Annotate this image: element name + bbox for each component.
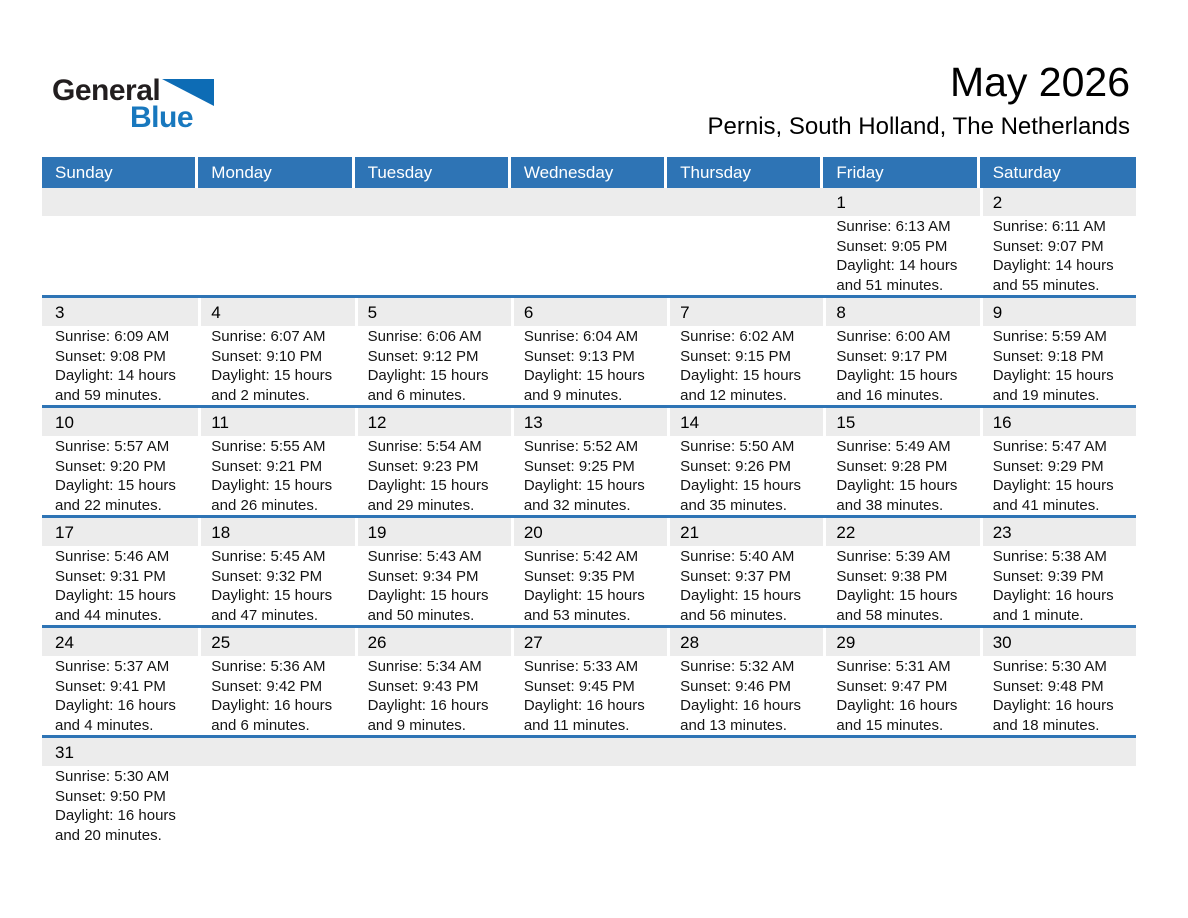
logo-text-general: General — [52, 74, 161, 107]
empty-day-info — [42, 216, 198, 217]
sunrise-text: Sunrise: 5:37 AM — [55, 658, 170, 675]
week-row-5 — [42, 625, 1136, 735]
day-info — [355, 656, 511, 735]
week-row-6 — [42, 735, 1136, 845]
empty-day-info — [511, 766, 667, 767]
daylight-text: Daylight: 15 hours and 19 minutes. — [992, 367, 1114, 404]
daylight-text: Daylight: 15 hours and 9 minutes. — [523, 367, 645, 404]
day-cell-12 — [355, 408, 511, 515]
daylight-text: Daylight: 16 hours and 6 minutes. — [211, 697, 333, 734]
daylight-text: Daylight: 15 hours and 16 minutes. — [836, 367, 958, 404]
sunset-text: Sunset: 9:29 PM — [992, 457, 1104, 475]
empty-day-info — [511, 216, 667, 217]
daylight-text: Daylight: 15 hours and 32 minutes. — [523, 477, 645, 514]
day-cell-24 — [42, 628, 198, 735]
empty-day-band — [42, 188, 198, 216]
sunrise-text: Sunrise: 6:13 AM — [836, 218, 951, 235]
day-info — [511, 656, 667, 735]
day-number: 22 — [823, 518, 979, 546]
sunset-text: Sunset: 9:23 PM — [367, 457, 479, 475]
sunrise-text: Sunrise: 5:55 AM — [211, 438, 326, 455]
day-number: 31 — [42, 738, 198, 766]
sunset-text: Sunset: 9:42 PM — [211, 677, 323, 695]
sunset-text: Sunset: 9:17 PM — [836, 347, 948, 365]
sunrise-text: Sunrise: 5:43 AM — [367, 548, 482, 565]
daylight-text: Daylight: 15 hours and 6 minutes. — [367, 367, 489, 404]
empty-day-info — [198, 216, 354, 217]
sunset-text: Sunset: 9:13 PM — [523, 347, 635, 365]
sunset-text: Sunset: 9:43 PM — [367, 677, 479, 695]
daylight-text: Daylight: 16 hours and 15 minutes. — [836, 697, 958, 734]
empty-day-cell — [42, 188, 198, 295]
day-cell-17 — [42, 518, 198, 625]
weekday-header-row — [42, 157, 1136, 188]
calendar-table — [42, 157, 1136, 845]
sunset-text: Sunset: 9:38 PM — [836, 567, 948, 585]
sunset-text: Sunset: 9:26 PM — [680, 457, 792, 475]
daylight-text: Daylight: 16 hours and 4 minutes. — [55, 697, 176, 734]
sunrise-text: Sunrise: 5:46 AM — [55, 548, 170, 565]
sunrise-text: Sunrise: 6:00 AM — [836, 328, 951, 345]
empty-day-info — [355, 766, 511, 767]
empty-day-cell — [511, 738, 667, 845]
daylight-text: Daylight: 15 hours and 47 minutes. — [211, 587, 333, 624]
day-cell-1 — [823, 188, 979, 295]
day-number: 24 — [42, 628, 198, 656]
day-info — [667, 436, 823, 515]
day-cell-16 — [980, 408, 1136, 515]
day-cell-2 — [980, 188, 1136, 295]
sunrise-text: Sunrise: 6:09 AM — [55, 328, 170, 345]
daylight-text: Daylight: 14 hours and 51 minutes. — [836, 257, 958, 294]
calendar-weeks — [42, 188, 1136, 845]
sunset-text: Sunset: 9:21 PM — [211, 457, 323, 475]
daylight-text: Daylight: 15 hours and 22 minutes. — [55, 477, 176, 514]
sunset-text: Sunset: 9:34 PM — [367, 567, 479, 585]
sunset-text: Sunset: 9:05 PM — [836, 237, 948, 255]
weekday-header-sunday: Sunday — [42, 157, 198, 188]
day-cell-3 — [42, 298, 198, 405]
sunset-text: Sunset: 9:35 PM — [523, 567, 635, 585]
day-info — [511, 436, 667, 515]
weekday-header-wednesday: Wednesday — [511, 157, 667, 188]
day-number: 13 — [511, 408, 667, 436]
day-cell-22 — [823, 518, 979, 625]
title-block — [708, 58, 1130, 142]
day-number: 16 — [980, 408, 1136, 436]
day-number: 17 — [42, 518, 198, 546]
day-info — [980, 546, 1136, 625]
day-info — [42, 436, 198, 515]
day-info — [198, 546, 354, 625]
empty-day-band — [667, 188, 823, 216]
weekday-header-friday: Friday — [823, 157, 979, 188]
daylight-text: Daylight: 14 hours and 55 minutes. — [992, 257, 1114, 294]
day-number: 5 — [355, 298, 511, 326]
day-number: 12 — [355, 408, 511, 436]
empty-day-cell — [198, 188, 354, 295]
sunset-text: Sunset: 9:45 PM — [523, 677, 635, 695]
day-number: 19 — [355, 518, 511, 546]
day-info — [823, 436, 979, 515]
sunset-text: Sunset: 9:07 PM — [992, 237, 1104, 255]
day-info — [823, 326, 979, 405]
day-info — [823, 656, 979, 735]
sunrise-text: Sunrise: 5:45 AM — [211, 548, 326, 565]
day-cell-15 — [823, 408, 979, 515]
day-info — [980, 656, 1136, 735]
daylight-text: Daylight: 16 hours and 1 minute. — [992, 587, 1114, 624]
day-cell-7 — [667, 298, 823, 405]
day-cell-20 — [511, 518, 667, 625]
empty-day-band — [667, 738, 823, 766]
day-cell-18 — [198, 518, 354, 625]
day-number: 21 — [667, 518, 823, 546]
empty-day-band — [198, 738, 354, 766]
empty-day-cell — [355, 738, 511, 845]
day-number: 3 — [42, 298, 198, 326]
day-info — [42, 766, 198, 845]
sunset-text: Sunset: 9:25 PM — [523, 457, 635, 475]
sunset-text: Sunset: 9:20 PM — [55, 457, 166, 475]
sunset-text: Sunset: 9:31 PM — [55, 567, 166, 585]
day-cell-13 — [511, 408, 667, 515]
sunset-text: Sunset: 9:18 PM — [992, 347, 1104, 365]
day-info — [980, 436, 1136, 515]
empty-day-band — [980, 738, 1136, 766]
sunrise-text: Sunrise: 5:54 AM — [367, 438, 482, 455]
sunrise-text: Sunrise: 5:32 AM — [680, 658, 795, 675]
empty-day-cell — [198, 738, 354, 845]
empty-day-cell — [823, 738, 979, 845]
week-row-1 — [42, 188, 1136, 295]
daylight-text: Daylight: 16 hours and 9 minutes. — [367, 697, 489, 734]
day-cell-10 — [42, 408, 198, 515]
day-info — [511, 326, 667, 405]
empty-day-band — [355, 738, 511, 766]
day-info — [667, 326, 823, 405]
daylight-text: Daylight: 15 hours and 44 minutes. — [55, 587, 176, 624]
day-number: 29 — [823, 628, 979, 656]
weekday-header-monday: Monday — [198, 157, 354, 188]
week-row-4 — [42, 515, 1136, 625]
day-number: 18 — [198, 518, 354, 546]
sunrise-text: Sunrise: 5:33 AM — [523, 658, 639, 675]
sunrise-text: Sunrise: 5:30 AM — [55, 768, 170, 785]
sunrise-text: Sunrise: 5:38 AM — [992, 548, 1107, 565]
day-info — [42, 326, 198, 405]
sunrise-text: Sunrise: 6:04 AM — [523, 328, 639, 345]
sunset-text: Sunset: 9:15 PM — [680, 347, 792, 365]
sunset-text: Sunset: 9:28 PM — [836, 457, 948, 475]
sunset-text: Sunset: 9:32 PM — [211, 567, 323, 585]
day-cell-27 — [511, 628, 667, 735]
empty-day-cell — [511, 188, 667, 295]
daylight-text: Daylight: 14 hours and 59 minutes. — [55, 367, 176, 404]
day-info — [42, 546, 198, 625]
sunset-text: Sunset: 9:12 PM — [367, 347, 479, 365]
day-number: 28 — [667, 628, 823, 656]
logo-text-blue: Blue — [130, 101, 194, 134]
daylight-text: Daylight: 16 hours and 13 minutes. — [680, 697, 802, 734]
sunset-text: Sunset: 9:08 PM — [55, 347, 166, 365]
sunrise-text: Sunrise: 5:36 AM — [211, 658, 326, 675]
sunrise-text: Sunrise: 5:49 AM — [836, 438, 951, 455]
sunrise-text: Sunrise: 6:11 AM — [992, 218, 1106, 235]
day-number: 14 — [667, 408, 823, 436]
day-info — [980, 326, 1136, 405]
day-number: 30 — [980, 628, 1136, 656]
daylight-text: Daylight: 15 hours and 41 minutes. — [992, 477, 1114, 514]
week-row-3 — [42, 405, 1136, 515]
weekday-header-saturday: Saturday — [992, 163, 1061, 182]
page-subtitle: Pernis, South Holland, The Netherlands — [707, 113, 1130, 140]
empty-day-cell — [980, 738, 1136, 845]
day-cell-25 — [198, 628, 354, 735]
sunset-text: Sunset: 9:48 PM — [992, 677, 1104, 695]
sunset-text: Sunset: 9:39 PM — [992, 567, 1104, 585]
day-info — [198, 436, 354, 515]
daylight-text: Daylight: 15 hours and 38 minutes. — [836, 477, 958, 514]
day-cell-6 — [511, 298, 667, 405]
sunrise-text: Sunrise: 5:59 AM — [992, 328, 1107, 345]
daylight-text: Daylight: 15 hours and 53 minutes. — [523, 587, 645, 624]
sunset-text: Sunset: 9:47 PM — [836, 677, 948, 695]
day-info — [511, 546, 667, 625]
sunrise-text: Sunrise: 6:06 AM — [367, 328, 482, 345]
day-cell-29 — [823, 628, 979, 735]
day-cell-4 — [198, 298, 354, 405]
weekday-header-tuesday: Tuesday — [355, 157, 511, 188]
day-cell-26 — [355, 628, 511, 735]
day-info — [823, 546, 979, 625]
day-info — [42, 656, 198, 735]
day-cell-9 — [980, 298, 1136, 405]
day-info — [667, 656, 823, 735]
day-number: 2 — [980, 188, 1136, 216]
sunrise-text: Sunrise: 5:40 AM — [680, 548, 795, 565]
day-number: 11 — [198, 408, 354, 436]
day-number: 6 — [511, 298, 667, 326]
day-info — [355, 546, 511, 625]
weekday-header-thursday: Thursday — [667, 157, 823, 188]
daylight-text: Daylight: 16 hours and 11 minutes. — [523, 697, 645, 734]
daylight-text: Daylight: 15 hours and 29 minutes. — [367, 477, 489, 514]
day-info — [667, 546, 823, 625]
daylight-text: Daylight: 16 hours and 18 minutes. — [992, 697, 1114, 734]
empty-day-info — [667, 216, 823, 217]
empty-day-info — [198, 766, 354, 767]
day-number: 9 — [980, 298, 1136, 326]
day-cell-21 — [667, 518, 823, 625]
page-title: May 2026 — [949, 59, 1130, 105]
day-number: 1 — [823, 188, 979, 216]
day-number: 10 — [42, 408, 198, 436]
sunrise-text: Sunrise: 5:50 AM — [680, 438, 795, 455]
general-blue-logo — [52, 74, 272, 136]
day-cell-5 — [355, 298, 511, 405]
daylight-text: Daylight: 15 hours and 26 minutes. — [211, 477, 333, 514]
daylight-text: Daylight: 15 hours and 50 minutes. — [367, 587, 489, 624]
day-cell-31 — [42, 738, 198, 845]
sunrise-text: Sunrise: 6:07 AM — [211, 328, 326, 345]
day-info — [980, 216, 1136, 295]
sunset-text: Sunset: 9:41 PM — [55, 677, 166, 695]
sunrise-text: Sunrise: 5:47 AM — [992, 438, 1107, 455]
sunrise-text: Sunrise: 5:31 AM — [836, 658, 951, 675]
day-number: 15 — [823, 408, 979, 436]
empty-day-band — [198, 188, 354, 216]
day-number: 25 — [198, 628, 354, 656]
sunrise-text: Sunrise: 5:57 AM — [55, 438, 170, 455]
empty-day-band — [511, 738, 667, 766]
sunset-text: Sunset: 9:37 PM — [680, 567, 792, 585]
day-number: 8 — [823, 298, 979, 326]
day-cell-28 — [667, 628, 823, 735]
daylight-text: Daylight: 15 hours and 12 minutes. — [680, 367, 802, 404]
sunset-text: Sunset: 9:46 PM — [680, 677, 792, 695]
empty-day-band — [823, 738, 979, 766]
day-number: 27 — [511, 628, 667, 656]
empty-day-info — [980, 766, 1136, 767]
sunrise-text: Sunrise: 5:42 AM — [523, 548, 639, 565]
sunset-text: Sunset: 9:50 PM — [55, 787, 166, 805]
empty-day-cell — [667, 188, 823, 295]
empty-day-band — [355, 188, 511, 216]
empty-day-cell — [667, 738, 823, 845]
day-cell-11 — [198, 408, 354, 515]
day-cell-30 — [980, 628, 1136, 735]
day-cell-19 — [355, 518, 511, 625]
day-info — [355, 436, 511, 515]
day-info — [355, 326, 511, 405]
day-cell-23 — [980, 518, 1136, 625]
sunrise-text: Sunrise: 5:52 AM — [523, 438, 639, 455]
sunrise-text: Sunrise: 5:39 AM — [836, 548, 951, 565]
sunrise-text: Sunrise: 6:02 AM — [680, 328, 795, 345]
empty-day-band — [511, 188, 667, 216]
empty-day-cell — [355, 188, 511, 295]
day-number: 7 — [667, 298, 823, 326]
day-info — [198, 326, 354, 405]
daylight-text: Daylight: 15 hours and 56 minutes. — [680, 587, 802, 624]
day-cell-8 — [823, 298, 979, 405]
daylight-text: Daylight: 15 hours and 35 minutes. — [680, 477, 802, 514]
day-number: 4 — [198, 298, 354, 326]
sunset-text: Sunset: 9:10 PM — [211, 347, 323, 365]
day-cell-14 — [667, 408, 823, 515]
daylight-text: Daylight: 16 hours and 20 minutes. — [55, 807, 176, 844]
sunrise-text: Sunrise: 5:30 AM — [992, 658, 1107, 675]
daylight-text: Daylight: 15 hours and 2 minutes. — [211, 367, 333, 404]
day-number: 26 — [355, 628, 511, 656]
day-info — [198, 656, 354, 735]
day-number: 20 — [511, 518, 667, 546]
week-row-2 — [42, 295, 1136, 405]
empty-day-info — [355, 216, 511, 217]
day-number: 23 — [980, 518, 1136, 546]
day-info — [823, 216, 979, 295]
sunrise-text: Sunrise: 5:34 AM — [367, 658, 482, 675]
daylight-text: Daylight: 15 hours and 58 minutes. — [836, 587, 958, 624]
empty-day-info — [667, 766, 823, 767]
empty-day-info — [823, 766, 979, 767]
